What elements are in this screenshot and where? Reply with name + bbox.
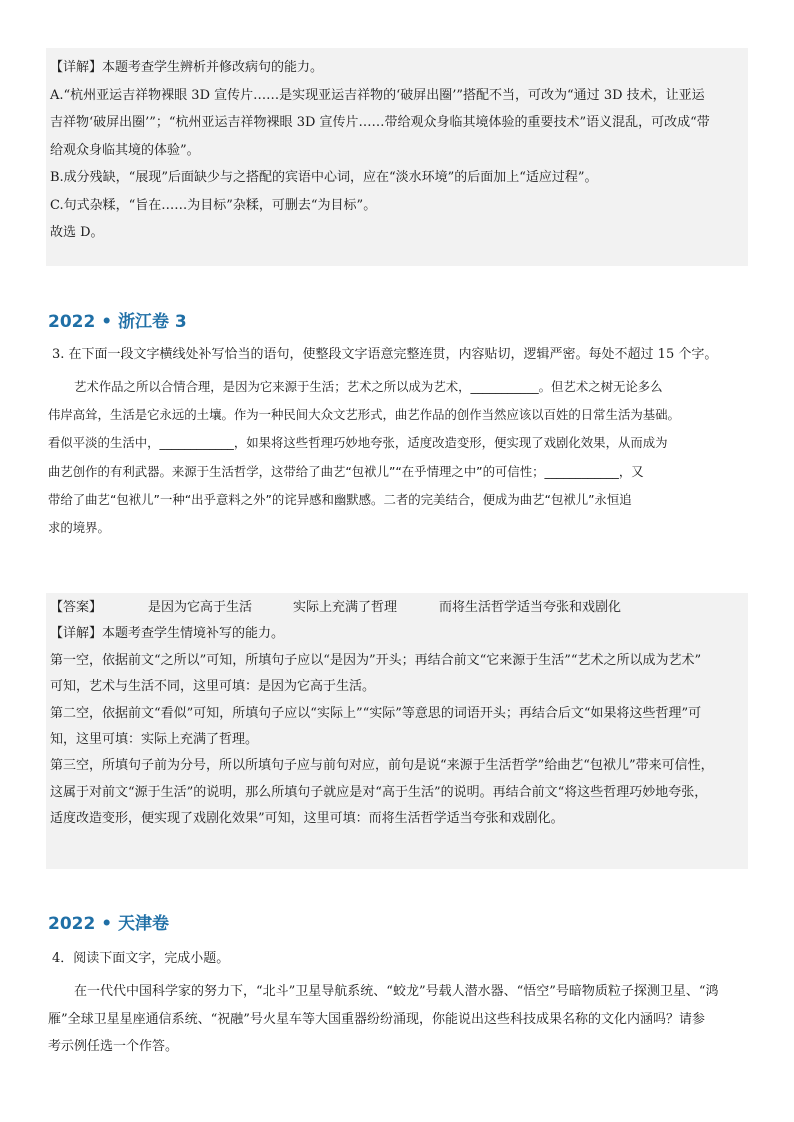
passage-line: 曲艺创作的有利武器。来源于生活哲学，这带给了曲艺“包袱儿”“在乎情理之中”的可信性；____________，又 xyxy=(48,463,644,479)
explanation-line: 吉祥物‘破屏出圈’”；“杭州亚运吉祥物裸眼 3D 宣传片……带给观众身临其境体验的重要技术”语义混乱，可改成“带 xyxy=(50,115,710,130)
answer-item-3: 而将生活哲学适当夸张和戏剧化 xyxy=(439,600,622,615)
passage-line: 艺术作品之所以合情合理，是因为它来源于生活；艺术之所以成为艺术，___________。但艺术之树无论多么 xyxy=(74,379,663,394)
explanation-line: 给观众身临其境的体验”。 xyxy=(50,142,200,158)
passage-line: 看似平淡的生活中，____________，如果将这些哲理巧妙地夸张，适度改造变形，便实现了戏剧化效果，从而成为 xyxy=(48,435,668,451)
explanation-line: 这属于对前文“源于生活”的说明，那么所填句子就应是对“高于生活”的说明。再结合前文“将这些哲理巧妙地夸张， xyxy=(50,784,708,800)
question-4-prompt: 4．阅读下面文字，完成小题。 xyxy=(52,951,230,966)
explanation-line: 【详解】本题考查学生情境补写的能力。 xyxy=(50,626,285,642)
passage-line: 雁”全球卫星星座通信系统、“祝融”号火星车等大国重器纷纷涌现，你能说出这些科技成果名称的文化内涵吗？请参 xyxy=(48,1011,705,1027)
passage-line: 求的境界。 xyxy=(48,520,110,536)
explanation-line: 第三空，所填句子前为分号，所以所填句子应与前句对应，前句是说“来源于生活哲学”给曲艺“包袱儿”带来可信性， xyxy=(50,758,714,774)
answer-row xyxy=(50,595,744,621)
explanation-line: 可知，艺术与生活不同，这里可填：是因为它高于生活。 xyxy=(50,679,376,695)
answer-box-question-3 xyxy=(46,593,748,869)
explanation-line: 知，这里可填：实际上充满了哲理。 xyxy=(50,732,259,748)
answer-item-1: 是因为它高于生活 xyxy=(148,600,253,615)
passage-line: 伟岸高耸，生活是它永远的土壤。作为一种民间大众文艺形式，曲艺作品的创作当然应该以百姓的日常生活为基础。 xyxy=(48,407,680,423)
answer-label: 【答案】 xyxy=(50,600,103,615)
question-3-prompt: 3. 在下面一段文字横线处补写恰当的语句，使整段文字语意完整连贯，内容贴切，逻辑严密。每处不超过 15 个字。 xyxy=(52,347,718,362)
passage-line: 带给了曲艺“包袱儿”一种“出乎意料之外”的诧异感和幽默感。二者的完美结合，便成为曲艺“包袱儿”永恒追 xyxy=(48,491,632,507)
explanation-line: 适度改造变形，便实现了戏剧化效果”可知，这里可填：而将生活哲学适当夸张和戏剧化。 xyxy=(50,811,564,827)
explanation-line: C.句式杂糅，“旨在……为目标”杂糅，可删去“为目标”。 xyxy=(50,197,377,213)
section-heading-tianjin: 2022 • 天津卷 xyxy=(48,914,170,934)
explanation-line: 故选 D。 xyxy=(50,225,104,240)
passage-line: 考示例任选一个作答。 xyxy=(48,1039,179,1054)
passage-line: 在一代代中国科学家的努力下，“北斗”卫星导航系统、“蛟龙”号载人潜水器、“悟空”号暗物质粒子探测卫星、“鸿 xyxy=(74,984,719,999)
explanation-line: A.“杭州亚运吉祥物裸眼 3D 宣传片……是实现亚运吉祥物的‘破屏出圈’”搭配不当，可改为“通过 3D 技术，让亚运 xyxy=(50,87,705,103)
explanation-box-previous xyxy=(46,48,748,266)
explanation-line: B.成分残缺，“展现”后面缺少与之搭配的宾语中心词，应在“淡水环境”的后面加上“适应过程”。 xyxy=(50,170,598,185)
section-heading-zhejiang: 2022 • 浙江卷 3 xyxy=(48,312,187,332)
question-4-passage xyxy=(48,978,748,1061)
explanation-line: 第二空，依据前文“看似”可知，所填句子应以“实际上”“实际”等意思的词语开头；再结合后文“如果将这些哲理”可 xyxy=(50,705,702,721)
explanation-line: 【详解】本题考查学生辨析并修改病句的能力。 xyxy=(50,60,324,75)
question-3-passage xyxy=(48,373,748,542)
answer-item-2: 实际上充满了哲理 xyxy=(293,600,398,615)
explanation-line: 第一空，依据前文“之所以”可知，所填句子应以“是因为”开头；再结合前文“它来源于生活”“艺术之所以成为艺术” xyxy=(50,652,702,668)
